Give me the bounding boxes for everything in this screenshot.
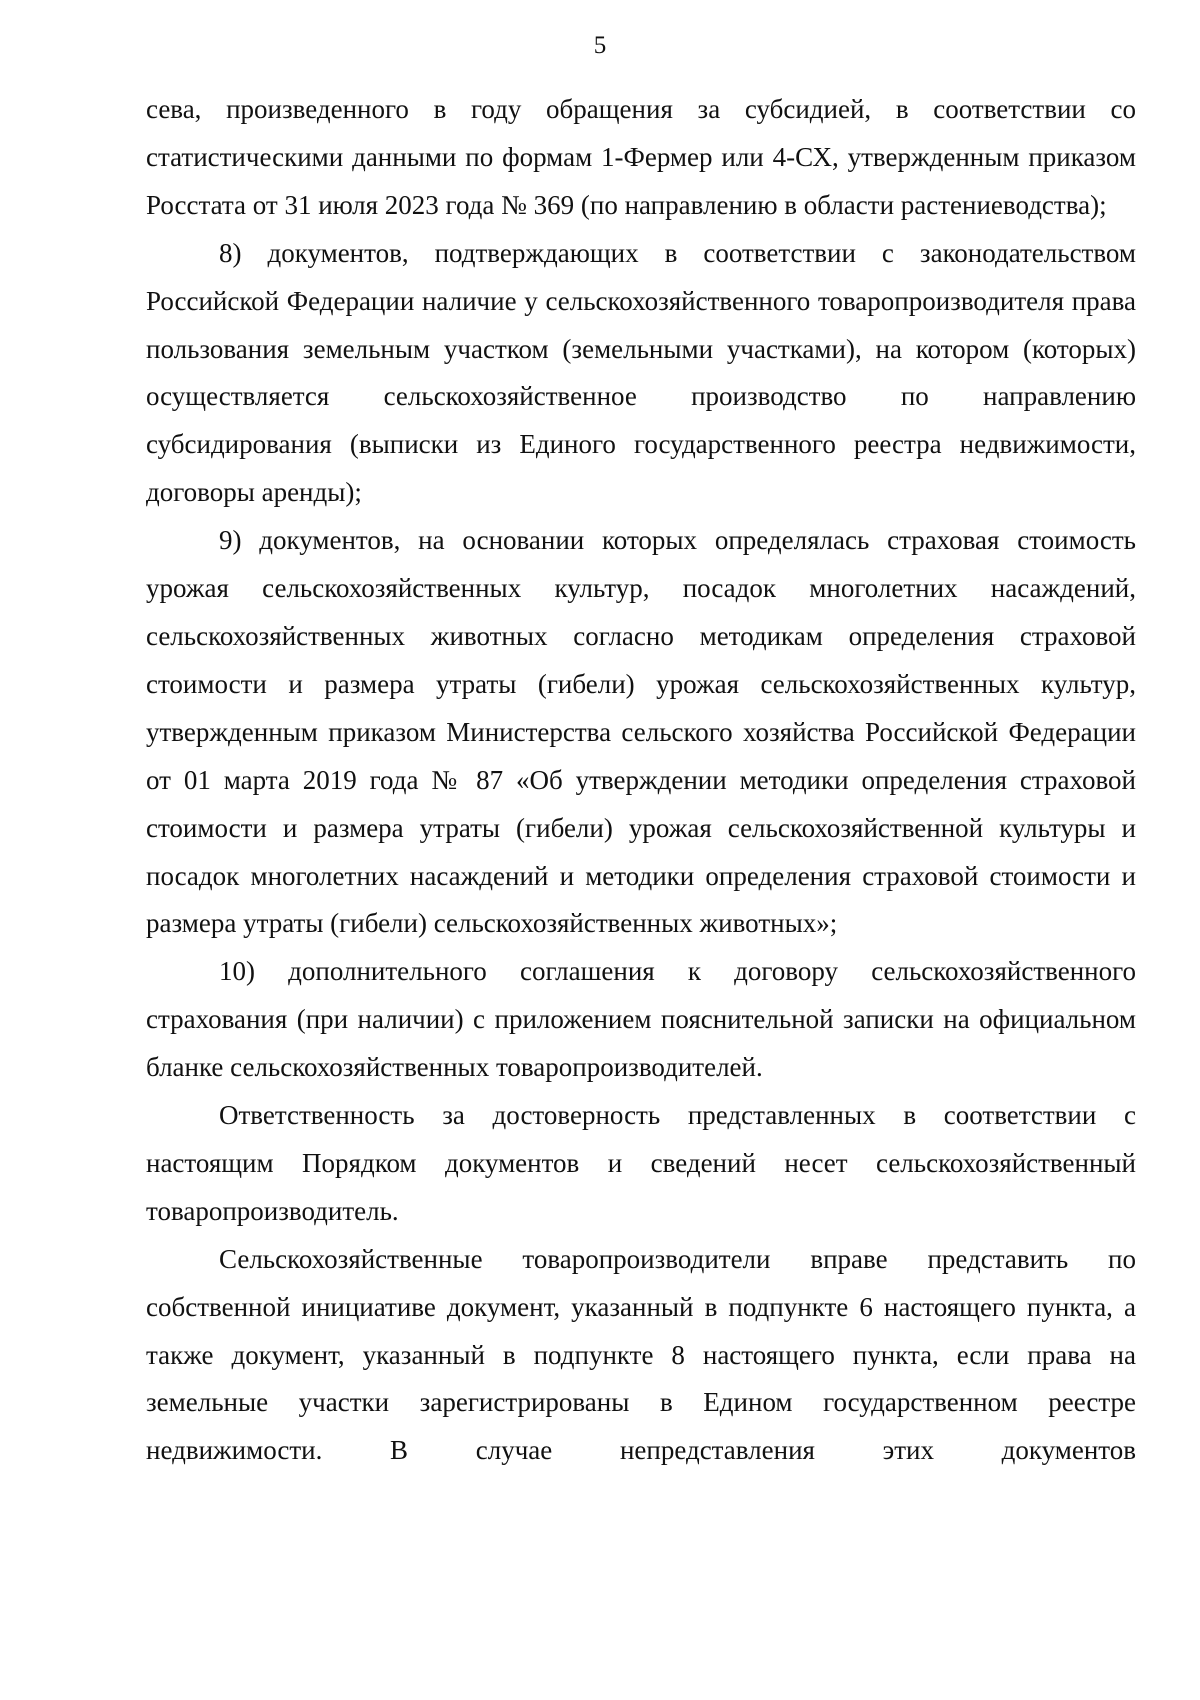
paragraph-item-10: 10) дополнительного соглашения к договору сельскохозяйственного страхования (при наличии) с приложением пояснительной записки на официальном бланке сельскохозяйственных товаропроизводителей. <box>146 956 1136 1083</box>
document-body <box>146 86 1136 1475</box>
paragraph-continuation-7: сева, произведенного в году обращения за субсидией, в соответствии со статистическими данными по формам 1-Фермер или 4-СХ, утвержденным приказом Росстата от 31 июля 2023 года № 369 (по направлению в области растениеводства); <box>146 94 1136 220</box>
paragraph-own-initiative: Сельскохозяйственные товаропроизводители вправе представить по собственной инициативе документ, указанный в подпункте 6 настоящего пункта, а также документ, указанный в подпункте 8 настоящего пункта, если права на земельные участки зарегистрированы в Едином государственном реестре недвижимости. В случае непредставления этих документов <box>146 1243 1136 1466</box>
page-number: 5 <box>593 32 607 59</box>
paragraph-responsibility: Ответственность за достоверность представленных в соответствии с настоящим Порядком документов и сведений несет сельскохозяйственный товаропроизводитель. <box>146 1100 1136 1226</box>
paragraph-item-9: 9) документов, на основании которых определялась страховая стоимость урожая сельскохозяйственных культур, посадок многолетних насаждений, сельскохозяйственных животных согласно методикам определения страховой стоимости и размера утраты (гибели) урожая сельскохозяйственных культур, утвержденным приказом Министерства сельского хозяйства Российской Федерации от 01 марта 2019 года № 87 «Об утверждении методики определения страховой стоимости и размера утраты (гибели) урожая сельскохозяйственной культуры и посадок многолетних насаждений и методики определения страховой стоимости и размера утраты (гибели) сельскохозяйственных животных»; <box>146 525 1136 939</box>
paragraph-item-8: 8) документов, подтверждающих в соответствии с законодательством Российской Федерации наличие у сельскохозяйственного товаропроизводителя права пользования земельным участком (земельными участками), на котором (которых) осуществляется сельскохозяйственное производство по направлению субсидирования (выписки из Единого государственного реестра недвижимости, договоры аренды); <box>146 237 1136 508</box>
